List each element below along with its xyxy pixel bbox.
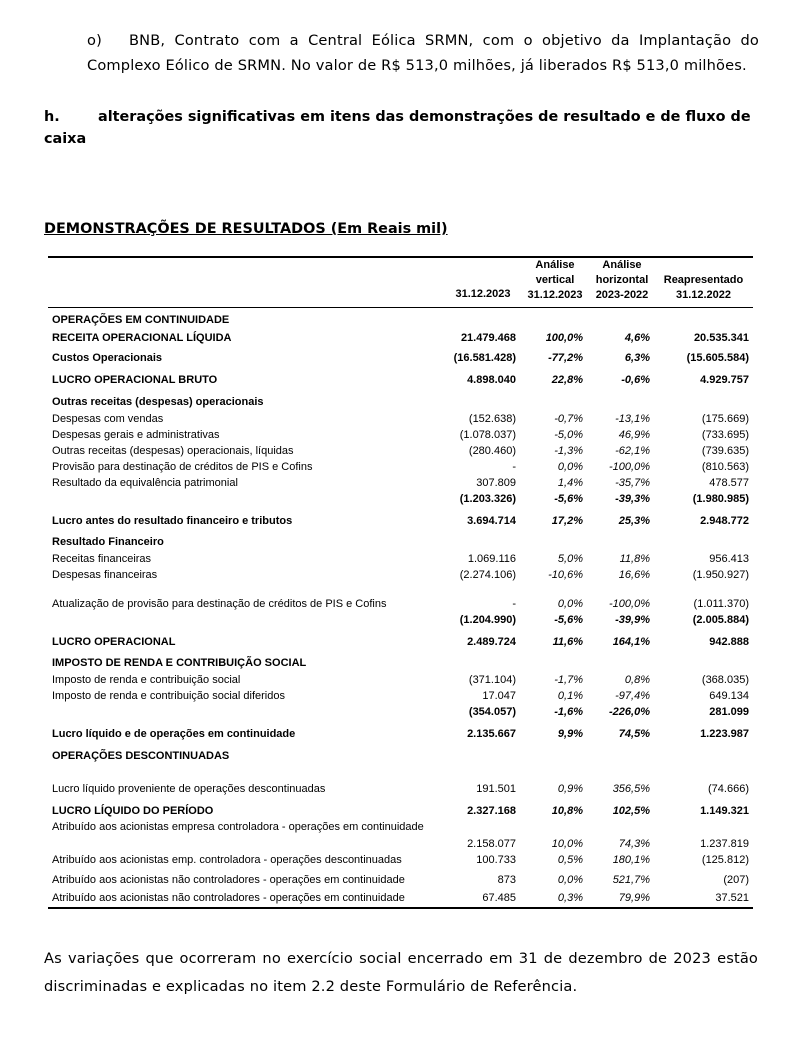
cell-v3: -13,1%: [615, 413, 650, 425]
cell-v1: 2.158.077: [467, 838, 516, 850]
row-label: Atribuído aos acionistas não controladores - operações em continuidade: [52, 892, 405, 904]
cell-v3: -100,0%: [609, 598, 650, 610]
item-h-text: alterações significativas em itens das demonstrações de resultado e de fluxo de caixa: [44, 109, 751, 147]
cell-v1: 1.069.116: [467, 553, 516, 565]
table-title: DEMONSTRAÇÕES DE RESULTADOS (Em Reais mil): [44, 221, 448, 237]
header-col2-line1: Análise: [535, 259, 575, 271]
cell-v1: (1.203.326): [459, 493, 516, 505]
row-label: Custos Operacionais: [52, 352, 163, 364]
cell-v1: -: [512, 598, 516, 610]
cell-v1: 100.733: [476, 854, 516, 866]
table-bottom-rule: [48, 907, 753, 909]
header-col4: [654, 273, 753, 303]
cell-v2: 0,5%: [557, 854, 583, 866]
cell-v3: 0,8%: [624, 674, 650, 686]
cell-v3: -39,3%: [615, 493, 650, 505]
item-h-label: h.: [44, 109, 60, 125]
header-col3-line3: 2023-2022: [595, 289, 649, 301]
cell-v1: 873: [497, 874, 516, 886]
cell-v1: (1.204.990): [459, 614, 516, 626]
cell-v2: 9,9%: [557, 728, 583, 740]
item-h-heading: [44, 106, 764, 150]
cell-v1: (152.638): [468, 413, 516, 425]
row-label: Despesas com vendas: [52, 413, 164, 425]
row-label: Outras receitas (despesas) operacionais, líquidas: [52, 445, 294, 457]
row-label: Atualização de provisão para destinação de créditos de PIS e Cofins: [52, 598, 387, 610]
cell-v1: 2.135.667: [467, 728, 516, 740]
cell-v1: -: [512, 461, 516, 473]
row-label: IMPOSTO DE RENDA E CONTRIBUIÇÃO SOCIAL: [52, 657, 307, 669]
cell-v1: (16.581.428): [453, 352, 516, 364]
cell-v2: -5,6%: [554, 614, 583, 626]
cell-v2: -5,0%: [554, 429, 583, 441]
header-col2-line2: vertical: [535, 274, 575, 286]
cell-v1: 21.479.468: [460, 332, 516, 344]
cell-v2: -0,7%: [554, 413, 583, 425]
cell-v2: -77,2%: [548, 352, 583, 364]
cell-v3: 102,5%: [612, 805, 650, 817]
cell-v3: 16,6%: [618, 569, 650, 581]
cell-v2: 17,2%: [551, 515, 583, 527]
cell-v2: 11,6%: [552, 636, 583, 648]
cell-v4: (125.812): [701, 854, 749, 866]
cell-v2: -1,7%: [554, 674, 583, 686]
cell-v1: 2.327.168: [467, 805, 516, 817]
cell-v3: 11,8%: [619, 553, 650, 565]
row-label: Despesas gerais e administrativas: [52, 429, 220, 441]
header-col2: [520, 258, 590, 303]
item-o-label: o): [87, 32, 102, 49]
item-o-paragraph: [87, 28, 759, 78]
cell-v2: 0,3%: [557, 892, 583, 904]
cell-v2: 0,0%: [557, 598, 583, 610]
cell-v4: (739.635): [701, 445, 749, 457]
cell-v1: 67.485: [482, 892, 516, 904]
row-label: Imposto de renda e contribuição social: [52, 674, 241, 686]
row-label: Atribuído aos acionistas empresa controladora - operações em continuidade: [52, 821, 424, 833]
cell-v4: 4.929.757: [700, 374, 749, 386]
cell-v1: (354.057): [468, 706, 516, 718]
row-label: Despesas financeiras: [52, 569, 158, 581]
cell-v3: 74,3%: [618, 838, 650, 850]
row-label: LUCRO LÍQUIDO DO PERÍODO: [52, 805, 214, 817]
header-col3-line1: Análise: [602, 259, 642, 271]
cell-v3: 25,3%: [618, 515, 650, 527]
cell-v4: 281.099: [709, 706, 749, 718]
row-label: Imposto de renda e contribuição social diferidos: [52, 690, 285, 702]
footer-paragraph: As variações que ocorreram no exercício social encerrado em 31 de dezembro de 2023 estão discriminadas e explicadas no item 2.2 deste Formulário de Referência.: [44, 950, 758, 995]
row-label: Provisão para destinação de créditos de PIS e Cofins: [52, 461, 313, 473]
cell-v4: (810.563): [701, 461, 749, 473]
cell-v3: -100,0%: [609, 461, 650, 473]
row-label: Lucro antes do resultado financeiro e tributos: [52, 515, 293, 527]
row-label: Outras receitas (despesas) operacionais: [52, 396, 264, 408]
cell-v4: 1.237.819: [700, 838, 749, 850]
cell-v1: 4.898.040: [467, 374, 516, 386]
cell-v4: 478.577: [709, 477, 749, 489]
cell-v4: (207): [723, 874, 749, 886]
row-label: OPERAÇÕES EM CONTINUIDADE: [52, 314, 230, 326]
cell-v4: (2.005.884): [692, 614, 749, 626]
cell-v3: -97,4%: [615, 690, 650, 702]
cell-v4: 37.521: [715, 892, 749, 904]
row-label: Resultado Financeiro: [52, 536, 164, 548]
cell-v3: 521,7%: [612, 874, 650, 886]
cell-v4: (1.980.985): [692, 493, 749, 505]
cell-v3: -0,6%: [621, 374, 650, 386]
cell-v4: (733.695): [701, 429, 749, 441]
header-col4-line2: 31.12.2022: [675, 289, 732, 301]
cell-v4: 1.223.987: [700, 728, 749, 740]
row-label: Receitas financeiras: [52, 553, 152, 565]
cell-v4: 1.149.321: [700, 805, 749, 817]
cell-v4: (368.035): [701, 674, 749, 686]
cell-v3: -62,1%: [615, 445, 650, 457]
cell-v1: (280.460): [468, 445, 516, 457]
cell-v3: 79,9%: [618, 892, 650, 904]
row-label: Atribuído aos acionistas emp. controladora - operações descontinuadas: [52, 854, 402, 866]
cell-v4: 942.888: [709, 636, 749, 648]
cell-v2: 5,0%: [557, 553, 583, 565]
cell-v1: 2.489.724: [467, 636, 516, 648]
header-col1-date: 31.12.2023: [455, 288, 511, 300]
cell-v4: (74.666): [708, 783, 749, 795]
cell-v3: -35,7%: [615, 477, 650, 489]
cell-v1: (2.274.106): [459, 569, 516, 581]
row-label: LUCRO OPERACIONAL: [52, 636, 176, 648]
cell-v2: 10,8%: [551, 805, 583, 817]
cell-v2: 0,1%: [557, 690, 583, 702]
cell-v1: (1.078.037): [459, 429, 516, 441]
header-col1: [446, 287, 520, 302]
cell-v2: 1,4%: [557, 477, 583, 489]
header-col2-line3: 31.12.2023: [527, 289, 583, 301]
cell-v1: (371.104): [468, 674, 516, 686]
cell-v4: (1.950.927): [692, 569, 749, 581]
header-col3-line2: horizontal: [595, 274, 649, 286]
cell-v4: (175.669): [701, 413, 749, 425]
cell-v2: -1,6%: [554, 706, 583, 718]
row-label: Atribuído aos acionistas não controladores - operações em continuidade: [52, 874, 405, 886]
cell-v3: 4,6%: [624, 332, 650, 344]
cell-v3: -226,0%: [609, 706, 650, 718]
cell-v2: -10,6%: [548, 569, 583, 581]
cell-v3: 46,9%: [618, 429, 650, 441]
cell-v3: -39,9%: [615, 614, 650, 626]
row-label: Resultado da equivalência patrimonial: [52, 477, 238, 489]
cell-v2: 10,0%: [551, 838, 583, 850]
cell-v4: (15.605.584): [686, 352, 749, 364]
cell-v3: 164,1%: [612, 636, 650, 648]
header-col3: [587, 258, 657, 303]
row-label: Lucro líquido e de operações em continuidade: [52, 728, 296, 740]
item-o-text: BNB, Contrato com a Central Eólica SRMN, com o objetivo da Implantação do Complexo Eólico de SRMN. No valor de R$ 513,0 milhões, já liberados R$ 513,0 milhões.: [87, 32, 759, 74]
cell-v3: 6,3%: [624, 352, 650, 364]
row-label: OPERAÇÕES DESCONTINUADAS: [52, 750, 230, 762]
cell-v2: 0,0%: [557, 461, 583, 473]
header-col4-line1: Reapresentado: [663, 274, 744, 286]
table-row: [48, 821, 753, 851]
cell-v1: 3.694.714: [467, 515, 516, 527]
cell-v2: 0,9%: [557, 783, 583, 795]
cell-v3: 74,5%: [618, 728, 650, 740]
cell-v3: 356,5%: [612, 783, 650, 795]
cell-v2: -1,3%: [554, 445, 583, 457]
row-label: LUCRO OPERACIONAL BRUTO: [52, 374, 218, 386]
cell-v1: 191.501: [476, 783, 516, 795]
cell-v1: 307.809: [476, 477, 516, 489]
cell-v2: -5,6%: [554, 493, 583, 505]
cell-v4: 649.134: [709, 690, 749, 702]
cell-v4: 2.948.772: [700, 515, 749, 527]
cell-v4: 20.535.341: [693, 332, 749, 344]
cell-v2: 22,8%: [551, 374, 583, 386]
cell-v3: 180,1%: [612, 854, 650, 866]
cell-v2: 0,0%: [557, 874, 583, 886]
cell-v4: 956.413: [709, 553, 749, 565]
cell-v4: (1.011.370): [693, 598, 749, 610]
row-label: RECEITA OPERACIONAL LÍQUIDA: [52, 332, 232, 344]
header-bottom-rule: [48, 307, 753, 308]
cell-v1: 17.047: [482, 690, 516, 702]
row-label: Lucro líquido proveniente de operações descontinuadas: [52, 783, 326, 795]
cell-v2: 100,0%: [545, 332, 583, 344]
